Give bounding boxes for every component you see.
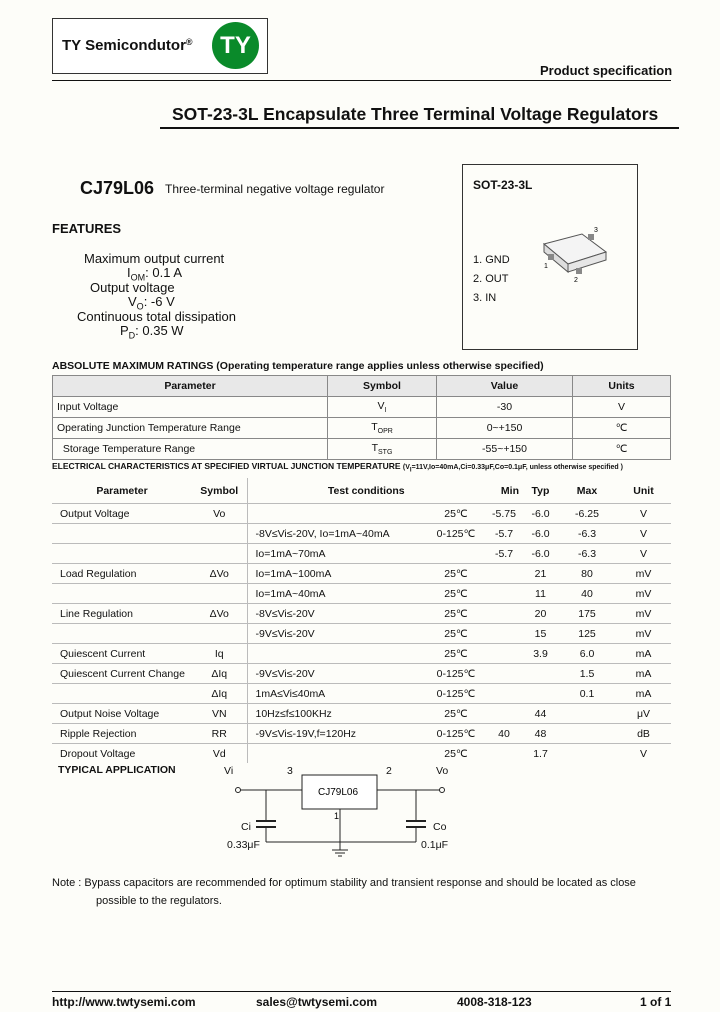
features-title: FEATURES xyxy=(52,221,122,236)
note-line-1: Note : Bypass capacitors are recommended for optimum stability and transient response and should be located as close xyxy=(52,877,636,889)
table-row: Line Regulation ΔVo -8V≤Vi≤-20V 25℃ 20 175 mV xyxy=(52,604,671,624)
amr-header: Value xyxy=(437,376,573,397)
app-vi-label: Vi xyxy=(224,765,234,777)
amr-title: ABSOLUTE MAXIMUM RATINGS (Operating temperature range applies unless otherwise specified) xyxy=(52,360,544,372)
feature-line: Continuous total dissipation xyxy=(77,309,236,324)
table-row: Output Voltage Vo 25℃ -5.75 -6.0 -6.25 V xyxy=(52,504,671,524)
table-row: Operating Junction Temperature Range $T_{OPR}$ 0~+150 ℃ xyxy=(53,418,671,439)
pkg-pin2-label: 2 xyxy=(574,277,578,284)
feature-value: $I_{OM}$: 0.1 A xyxy=(127,265,182,283)
package-title: SOT-23-3L xyxy=(473,178,533,192)
part-description: Three-terminal negative voltage regulator xyxy=(165,182,385,196)
ci-label: Ci xyxy=(241,821,251,833)
amr-header-row xyxy=(53,376,671,397)
table-row: Output Noise Voltage VN 10Hz≤f≤100KHz 25℃ 44 μV xyxy=(52,704,671,724)
divider xyxy=(52,80,671,81)
package-drawing xyxy=(536,222,616,284)
amr-header: Units xyxy=(573,376,671,397)
co-value: 0.1μF xyxy=(421,839,449,851)
amr-header: Symbol xyxy=(328,376,437,397)
feature-line: Output voltage xyxy=(90,280,175,295)
app-title: TYPICAL APPLICATION xyxy=(58,764,176,776)
title-underline xyxy=(160,127,679,129)
part-number: CJ79L06 xyxy=(80,178,155,198)
pin-2: 2. OUT xyxy=(473,273,509,285)
product-specification: Product specification xyxy=(540,63,673,78)
table-row: Dropout Voltage Vd 25℃ 1.7 V xyxy=(52,744,671,764)
document-title: SOT-23-3L Encapsulate Three Terminal Voltage Regulators xyxy=(172,104,659,124)
amr-table xyxy=(52,375,671,460)
pin-1: 1. GND xyxy=(473,254,510,266)
footer-page: 1 of 1 xyxy=(640,995,672,1009)
app-pin3: 3 xyxy=(287,765,293,777)
footer-divider xyxy=(52,991,671,992)
feature-line: Maximum output current xyxy=(84,251,225,266)
ci-value: 0.33μF xyxy=(227,839,260,851)
amr-header: Parameter xyxy=(53,376,328,397)
ec-table xyxy=(52,478,671,763)
chip-label: CJ79L06 xyxy=(318,787,359,798)
app-vo-label: Vo xyxy=(436,765,449,777)
footer-phone: 4008-318-123 xyxy=(457,995,532,1009)
co-label: Co xyxy=(433,821,447,833)
application-circuit xyxy=(230,772,450,862)
table-row: Io=1mA~40mA 25℃ 11 40 mV xyxy=(52,584,671,604)
pkg-pin1-label: 1 xyxy=(544,263,548,270)
footer-url[interactable]: http://www.twtysemi.com xyxy=(52,995,196,1009)
pin-3: 3. IN xyxy=(473,292,497,304)
note-line-2: possible to the regulators. xyxy=(96,895,222,907)
table-row: Storage Temperature Range $T_{STG}$ -55~+150 ℃ xyxy=(53,439,671,460)
table-row: -9V≤Vi≤-20V 25℃ 15 125 mV xyxy=(52,624,671,644)
table-row: ΔIq 1mA≤Vi≤40mA 0-125℃ 0.1 mA xyxy=(52,684,671,704)
table-row: Load Regulation ΔVo Io=1mA~100mA 25℃ 21 80 mV xyxy=(52,564,671,584)
feature-value: $V_O$: -6 V xyxy=(128,294,175,312)
app-pin2: 2 xyxy=(386,765,392,777)
app-pin1: 1 xyxy=(334,811,340,821)
ec-header-row: Parameter Symbol Test conditions Min Typ Max Unit xyxy=(52,478,671,504)
pkg-pin3-label: 3 xyxy=(594,227,598,234)
feature-value: $P_D$: 0.35 W xyxy=(120,323,184,341)
table-row: -8V≤Vi≤-20V, Io=1mA~40mA 0-125℃ -5.7 -6.0 -6.3 V xyxy=(52,524,671,544)
table-row: Io=1mA~70mA -5.7 -6.0 -6.3 V xyxy=(52,544,671,564)
company-logo: TY xyxy=(212,22,259,69)
table-row: Ripple Rejection RR -9V≤Vi≤-19V,f=120Hz 0-125℃ 40 48 dB xyxy=(52,724,671,744)
company-name: TY Semicondutor® xyxy=(62,37,193,54)
table-row: Quiescent Current Iq 25℃ 3.9 6.0 mA xyxy=(52,644,671,664)
footer-email[interactable]: sales@twtysemi.com xyxy=(256,995,378,1009)
ec-title: ELECTRICAL CHARACTERISTICS AT SPECIFIED VIRTUAL JUNCTION TEMPERATURE ($V_I=11V,Io=40mA,Ci=0.33\mu F,Co=0.1\mu F$, unless otherwise specified ) xyxy=(52,461,623,474)
table-row: Quiescent Current Change ΔIq -9V≤Vi≤-20V 0-125℃ 1.5 mA xyxy=(52,664,671,684)
table-row: Input Voltage $V_I$ -30 V xyxy=(53,397,671,418)
